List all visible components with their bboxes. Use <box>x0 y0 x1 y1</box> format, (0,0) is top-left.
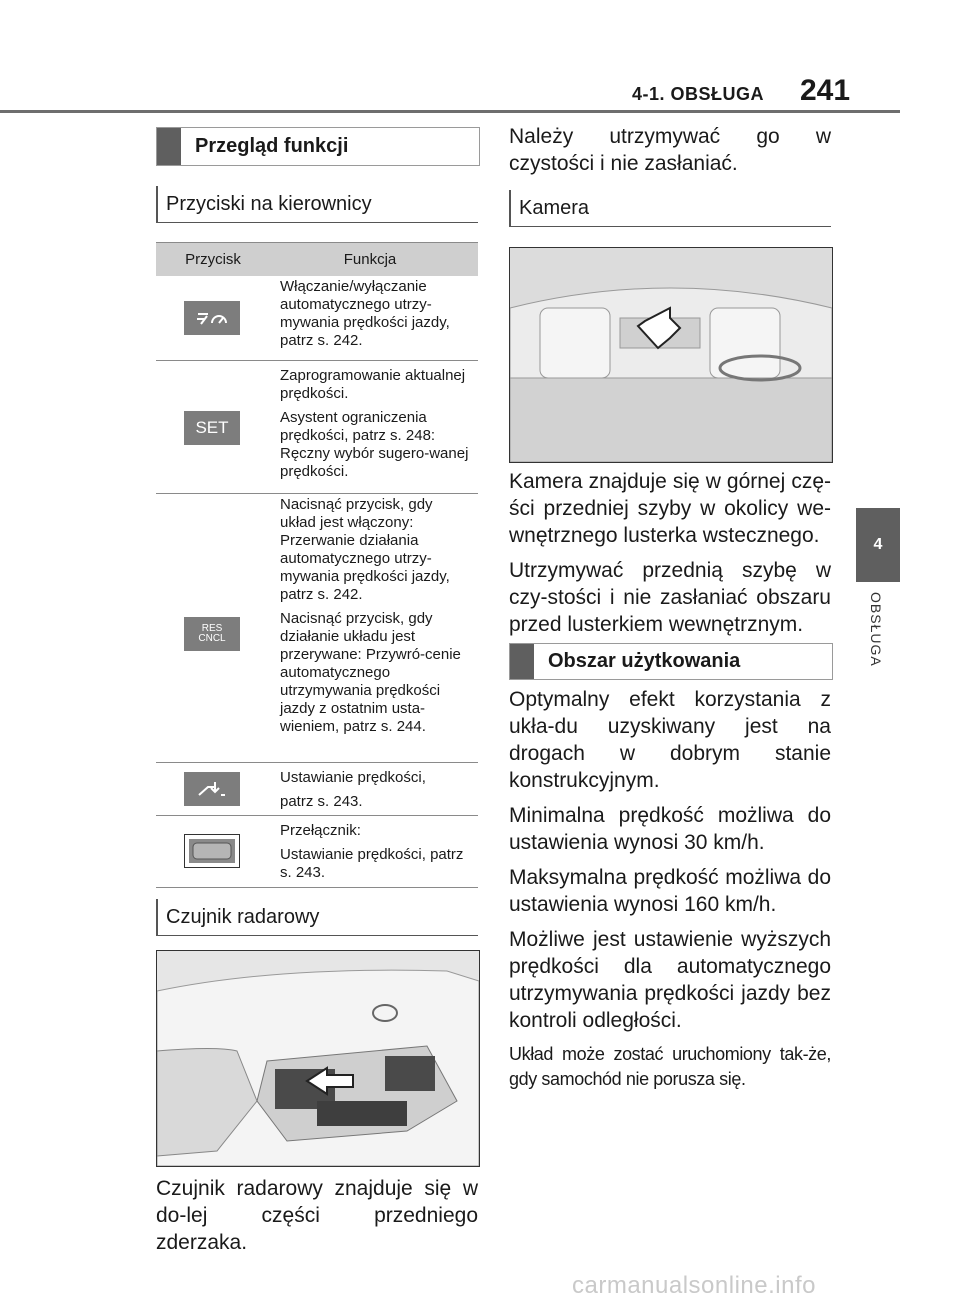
set-button: SET <box>184 411 240 445</box>
cruise-control-icon <box>184 301 240 335</box>
subheading-radar-text: Czujnik radarowy <box>166 905 320 928</box>
windshield-illustration <box>510 248 832 462</box>
header-rule <box>0 110 900 113</box>
heading-range <box>509 643 833 680</box>
speed-setting-icon <box>184 772 240 806</box>
camera-paragraph: Utrzymywać przednią szybę w czy-stości i nie zasłaniać obszaru przed lusterkiem wewnętrznym. <box>509 559 831 636</box>
row-text: Ustawianie prędkości, <box>280 769 426 786</box>
row-text: Przełącznik: <box>280 822 361 839</box>
row-text: Nacisnąć przycisk, gdy układ jest włączony: Przerwanie działania automatycznego utrzy-mywania prędkości jazdy, patrz s. 242. <box>280 496 450 603</box>
col-button-header: Przycisk <box>185 251 241 268</box>
res-cncl-button: RES CNCL <box>184 617 240 651</box>
subheading-steering <box>156 186 478 223</box>
col-function-header: Funkcja <box>343 251 397 268</box>
radar-sensor-illustration <box>156 950 480 1167</box>
range-paragraph: Możliwe jest ustawienie wyższych prędkości dla automatycznego utrzymywania prędkości jazdy bez kontroli odległości. <box>509 928 831 1032</box>
table-row <box>156 361 478 494</box>
row-text: Zaprogramowanie aktualnej prędkości. <box>280 367 466 402</box>
camera-paragraph: Kamera znajduje się w górnej czę-ści przedniej szyby w okolicy we-wnętrznego lusterka wstecznego. <box>509 470 831 547</box>
row-text: Asystent ograniczenia prędkości, patrz s. 248: Ręczny wybór sugero-wanej prędkości. <box>280 409 469 480</box>
camera-illustration <box>509 247 833 463</box>
heading-bar <box>157 128 181 165</box>
heading-bar <box>510 644 534 679</box>
section-title: 4-1. OBSŁUGA <box>632 84 765 104</box>
row-description <box>280 496 470 742</box>
table-row <box>156 494 478 763</box>
heading-overview-text: Przegląd funkcji <box>195 135 349 157</box>
table-row <box>156 276 478 361</box>
heading-range-text: Obszar użytkowania <box>548 650 741 672</box>
range-note: Układ może zostać uruchomiony tak-że, gdy samochód nie porusza się. <box>509 1044 831 1089</box>
camera-text <box>509 468 831 646</box>
table-row <box>156 816 478 888</box>
row-text: Ustawianie prędkości, patrz s. 243. <box>280 846 464 881</box>
row-text: Nacisnąć przycisk, gdy działanie układu jest przerywane: Przywró-cenie automatycznego utrzymywania prędkości jazdy z ostatnim usta-wieniem, patrz s. 244. <box>280 610 461 735</box>
subheading-camera <box>509 190 831 227</box>
watermark: carmanualsonline.info <box>572 1272 816 1299</box>
chapter-label: OBSŁUGA <box>868 592 884 667</box>
range-paragraph: Maksymalna prędkość możliwa do ustawienia wynosi 160 km/h. <box>509 866 831 916</box>
rocker-switch-icon <box>184 834 240 868</box>
speed-setting-icon-glyph <box>195 779 229 799</box>
table-row <box>156 763 478 816</box>
subheading-radar <box>156 899 478 936</box>
intro-text: Należy utrzymywać go w czystości i nie zasłaniać. <box>509 125 831 175</box>
rocker-switch-icon-glyph <box>187 837 237 865</box>
radar-description: Czujnik radarowy znajduje się w do-lej części przedniego zderzaka. <box>156 1177 478 1254</box>
car-front-illustration <box>157 951 479 1166</box>
table-header <box>156 242 478 276</box>
row-description <box>280 367 470 487</box>
subheading-steering-text: Przyciski na kierownicy <box>166 192 372 215</box>
row-description <box>280 822 470 888</box>
row-description <box>280 278 470 356</box>
range-text <box>509 686 831 1100</box>
heading-overview <box>156 127 480 166</box>
range-paragraph: Minimalna prędkość możliwa do ustawienia wynosi 30 km/h. <box>509 804 831 854</box>
row-text: patrz s. 243. <box>280 793 363 810</box>
row-description <box>280 769 470 817</box>
cruise-control-icon-glyph <box>195 308 229 328</box>
row-text: Włączanie/wyłączanie automatycznego utrzy-mywania prędkości jazdy, patrz s. 242. <box>280 278 450 349</box>
page-number: 241 <box>800 74 851 107</box>
chapter-tab: 4 <box>856 508 900 582</box>
range-paragraph: Optymalny efekt korzystania z ukła-du uzyskiwany jest na drogach w dobrym stanie konstrukcyjnym. <box>509 688 831 792</box>
subheading-camera-text: Kamera <box>519 196 590 219</box>
